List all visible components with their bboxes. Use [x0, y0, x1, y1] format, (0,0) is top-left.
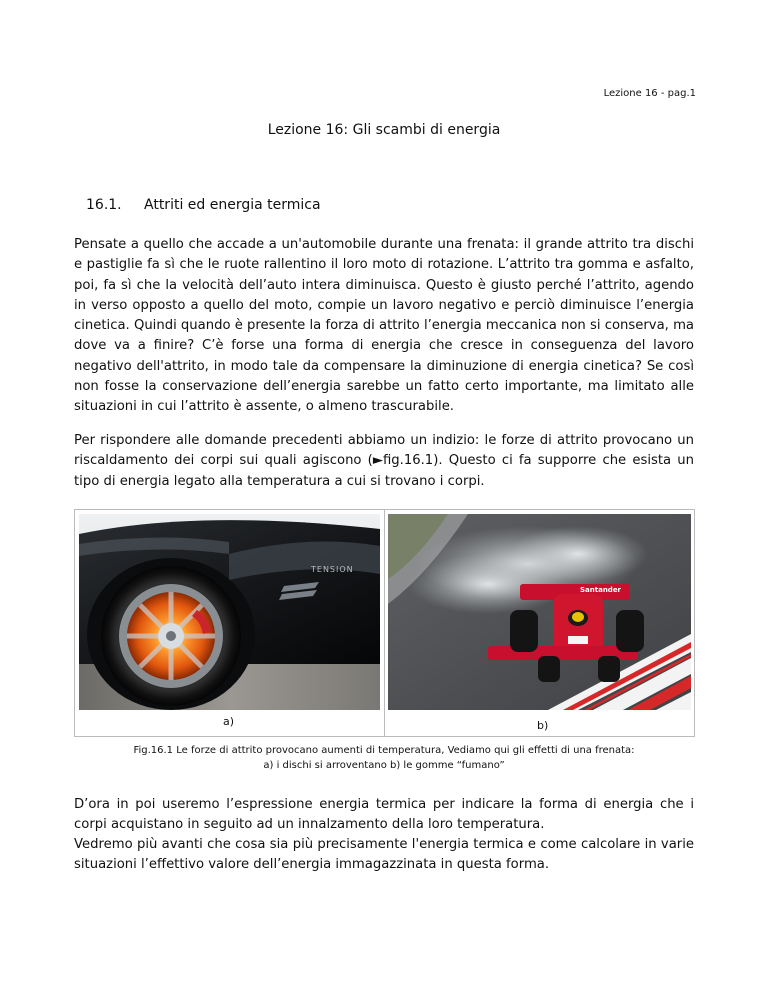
section-title: Attriti ed energia termica — [144, 197, 321, 213]
car-badge-text: TENSION — [311, 565, 354, 574]
photo-smoking-tyres — [388, 514, 691, 710]
fig-divider — [384, 510, 385, 736]
brake-disc-illustration — [79, 514, 380, 710]
paragraph-thermal-energy: D’ora in poi useremo l’espressione energia termica per indicare la forma di energia che i corpi acquistano in seguito ad un innalzamento della loro temperatura. — [74, 797, 694, 833]
caption-line-2: a) i dischi si arroventano b) le gomme “fumano” — [263, 760, 505, 771]
section-heading — [86, 197, 321, 213]
caption-line-1: Fig.16.1 Le forze di attrito provocano aumenti di temperatura, Vediamo qui gli effetti di una frenata: — [133, 745, 635, 756]
page-header: Lezione 16 - pag.1 — [603, 88, 696, 99]
paragraph-intro: Pensate a quello che accade a un'automobile durante una frenata: il grande attrito tra dischi e pastiglie fa sì che le ruote rallentino il loro moto di rotazione. L’attrito tra gomma e asfalto, poi, fa sì che la velocità dell’auto intera diminuisca. Questo è giusto perché l’attrito, agendo in verso opposto a quello del moto, compie un lavoro negativo e perciò diminuisce l’energia cinetica. Quindi quando è presente la forza di attrito l’energia meccanica non si conserva, ma dove va a finire? C’è forse una forma di energia che cresce in conseguenza del lavoro negativo dell'attrito, in modo tale da compensare la diminuzione di energia cinetica? Se così non fosse la conservazione dell’energia sarebbe un fatto certo importante, ma limitato alle situazioni in cui l’attrito è assente, o almeno trascurabile. — [74, 237, 694, 415]
figure-caption — [0, 743, 768, 773]
label-b: b) — [537, 719, 549, 732]
photo-brake-disc — [79, 514, 380, 710]
label-a: a) — [223, 715, 235, 728]
figure — [74, 509, 695, 737]
page-title: Lezione 16: Gli scambi di energia — [267, 122, 501, 138]
f1-car-illustration — [388, 514, 691, 710]
paragraph-outlook: Vedremo più avanti che cosa sia più precisamente l'energia termica e come calcolare in varie situazioni l’effettivo valore dell’energia immagazzinata in questa forma. — [74, 837, 694, 873]
section-number: 16.1. — [86, 197, 122, 213]
sponsor-text: Santander — [580, 586, 622, 594]
paragraph-clue: Per rispondere alle domande precedenti abbiamo un indizio: le forze di attrito provocano un riscaldamento dei corpi sui quali agiscono (►fig.16.1). Questo ci fa supporre che esista un tipo di energia legato alla temperatura a cui si trovano i corpi. — [74, 433, 694, 489]
